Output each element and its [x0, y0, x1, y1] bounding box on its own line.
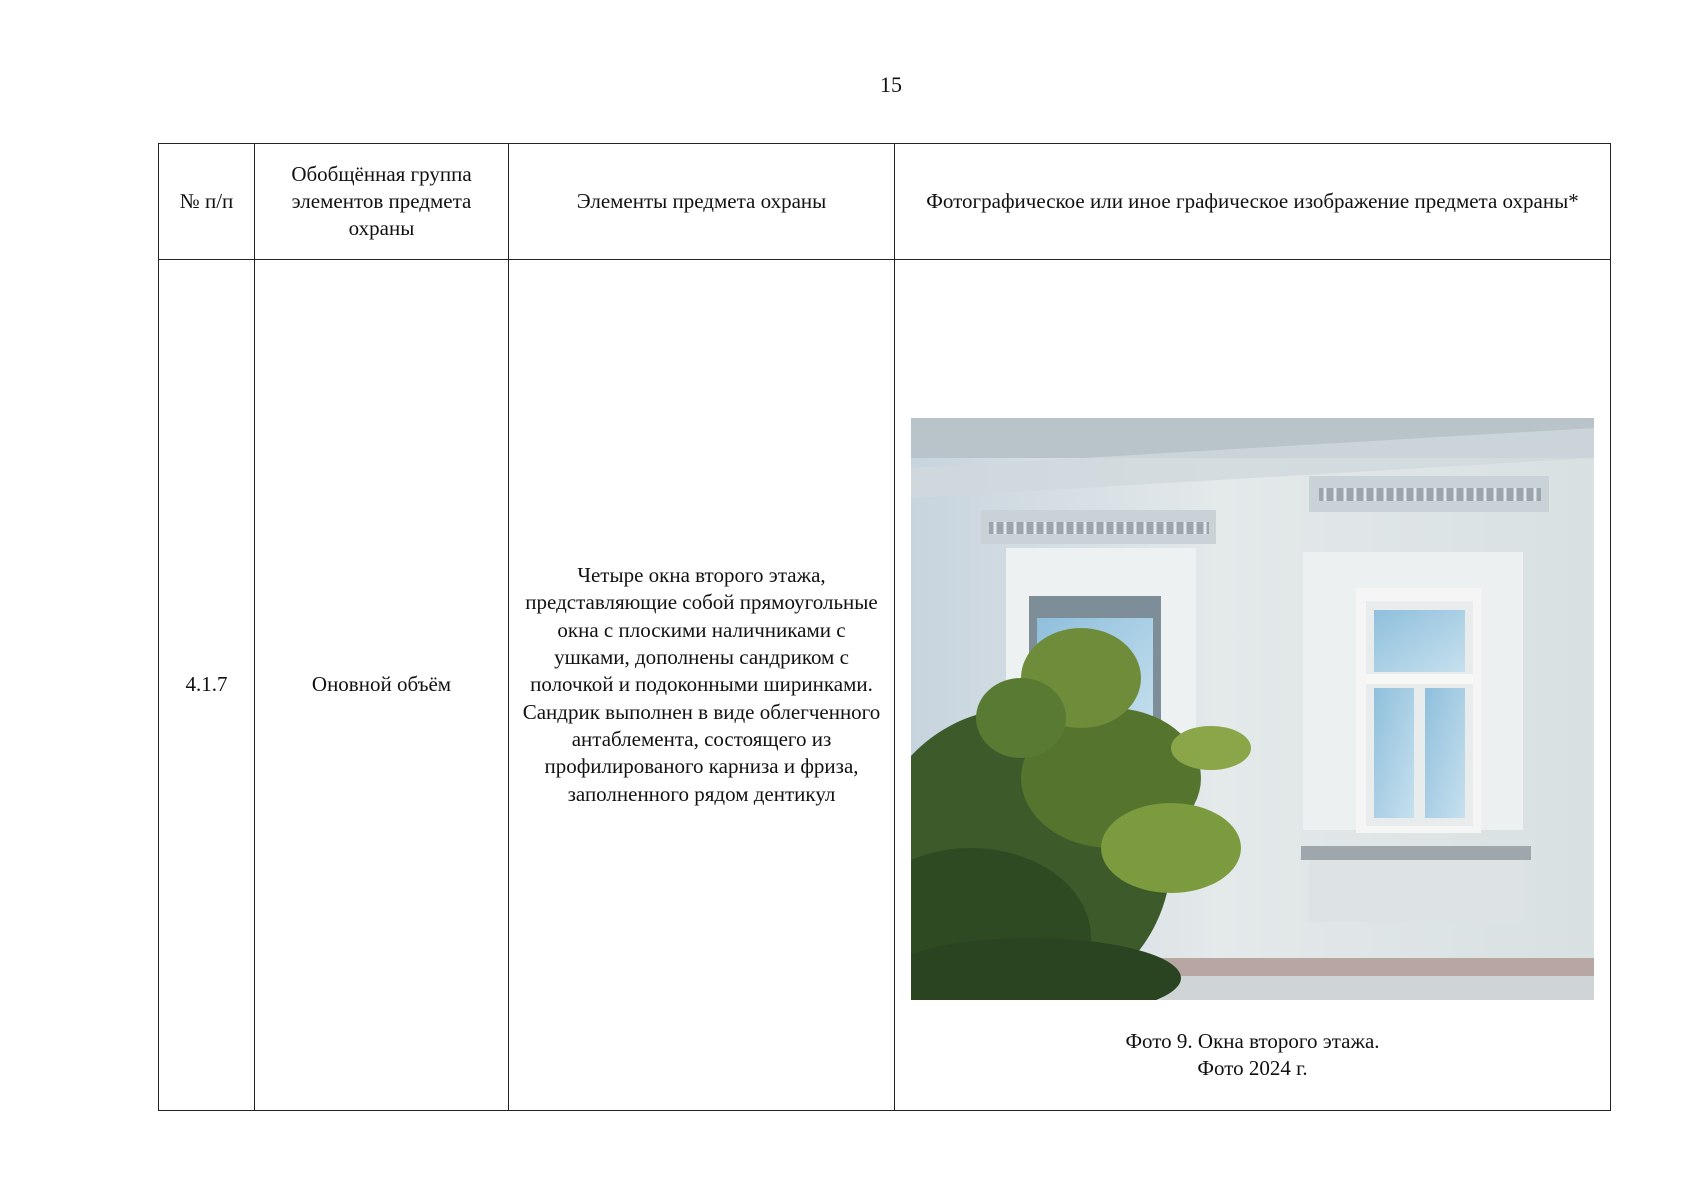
caption-line-1: Фото 9. Окна второго этажа.	[1125, 1028, 1380, 1053]
protection-table	[158, 143, 1611, 1111]
caption-line-2: Фото 2024 г.	[1197, 1056, 1308, 1080]
header-num: № п/п	[159, 144, 255, 260]
page-number: 15	[880, 72, 902, 97]
header-group: Обобщённая группа элементов предмета охраны	[255, 144, 509, 260]
row-description: Четыре окна второго этажа, представляющие собой прямоугольные окна с плоскими наличниками с ушками, дополнены сандриком с полочкой и подоконными ширинками. Сандрик выполнен в виде облегченного антаблемента, состоящего из профилированого карниза и фриза, заполненного рядом дентикул	[509, 260, 895, 1111]
header-image: Фотографическое или иное графическое изображение предмета охраны*	[895, 144, 1611, 260]
photo-caption	[911, 1028, 1594, 1083]
row-num: 4.1.7	[159, 260, 255, 1111]
table-row	[159, 260, 1611, 1111]
row-group: Оновной объём	[255, 260, 509, 1111]
table-header-row	[159, 144, 1611, 260]
building-window-photo	[911, 418, 1594, 1000]
row-photo-cell	[895, 260, 1611, 1111]
header-elements: Элементы предмета охраны	[509, 144, 895, 260]
